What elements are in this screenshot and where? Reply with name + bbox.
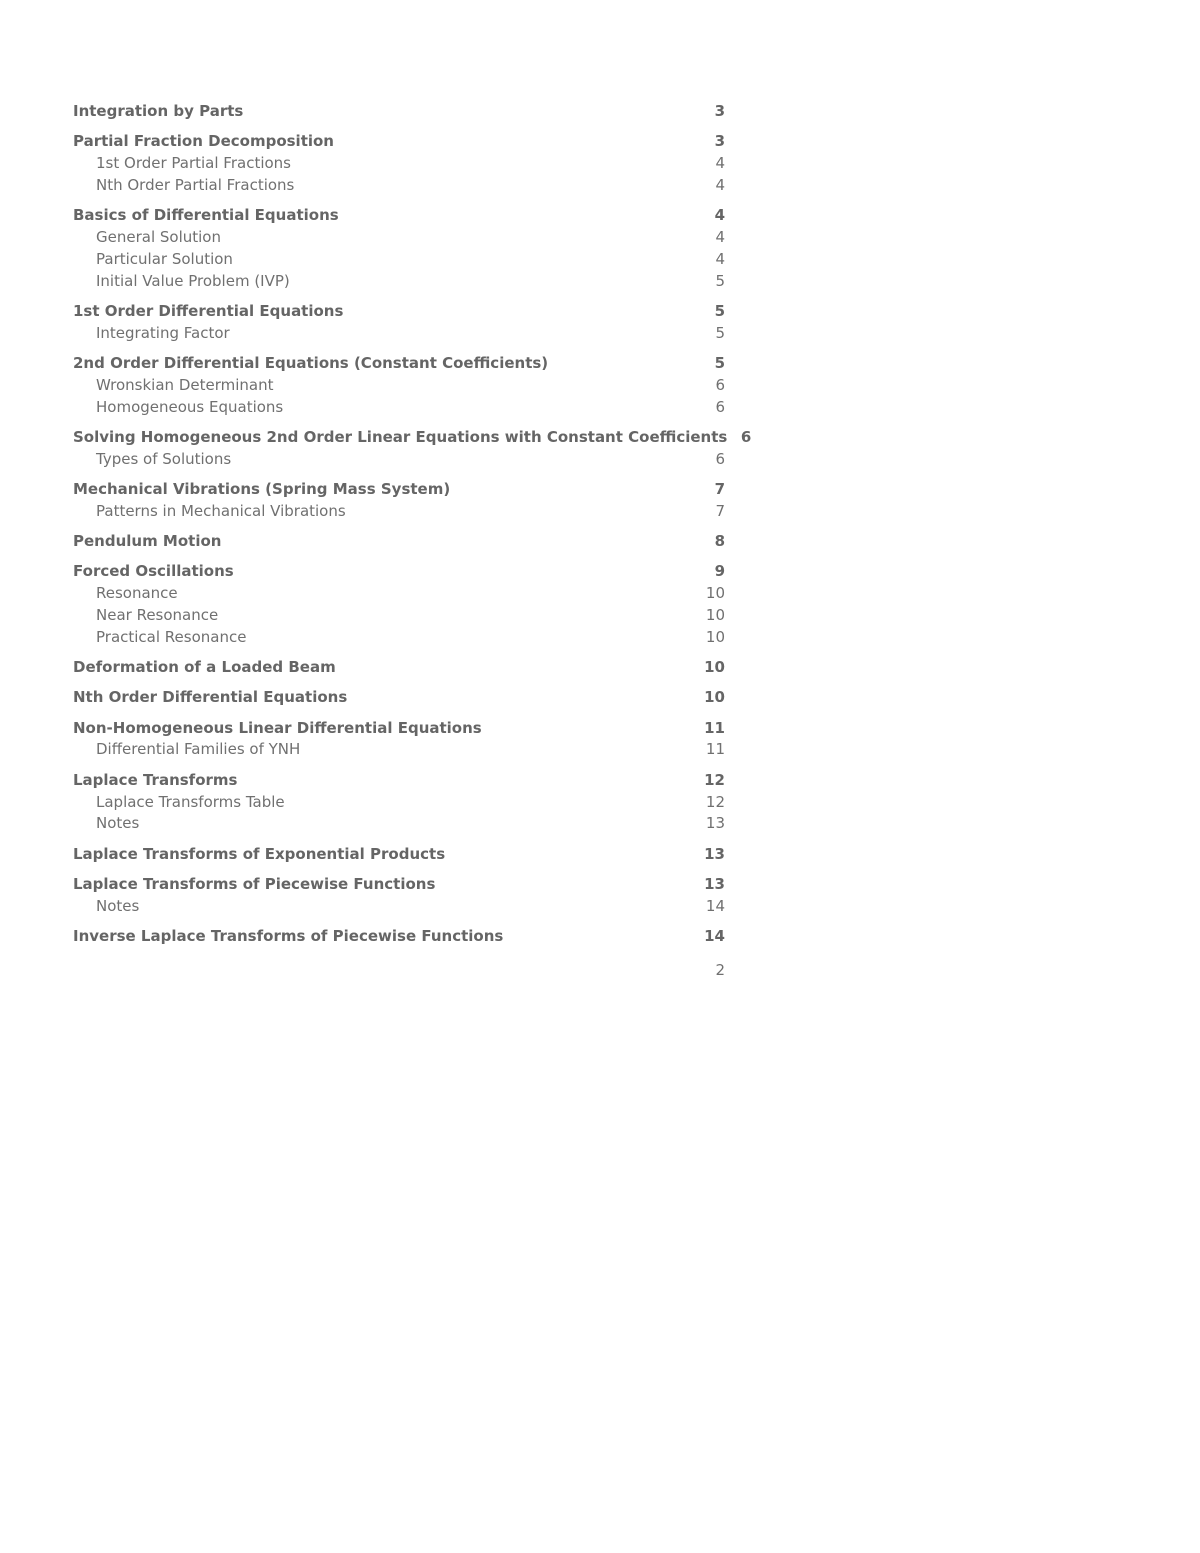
toc-entry-title: Partial Fraction Decomposition <box>73 132 334 151</box>
toc-subentry-page: 6 <box>715 449 725 468</box>
toc-subentry-page: 14 <box>705 896 725 915</box>
toc-subentry[interactable] <box>73 323 725 345</box>
toc-subentry[interactable] <box>73 813 725 835</box>
toc-subentry-page: 10 <box>705 584 725 603</box>
toc-subentry-title: Homogeneous Equations <box>96 397 284 416</box>
toc-entry-title: 1st Order Differential Equations <box>73 301 344 320</box>
toc-subentry-page: 4 <box>715 227 725 246</box>
toc-subentry-page: 11 <box>705 740 725 759</box>
toc-entry-page: 4 <box>714 206 725 225</box>
toc-subentry[interactable] <box>73 739 725 761</box>
toc-entry[interactable] <box>73 427 752 449</box>
toc-entry-title: Non-Homogeneous Linear Differential Equations <box>73 718 482 737</box>
toc-subentry-title: Differential Families of YNH <box>96 740 301 759</box>
toc-subentry-title: 1st Order Partial Fractions <box>96 154 291 173</box>
toc-subentry-page: 7 <box>715 501 725 520</box>
page-number: 2 <box>715 961 725 979</box>
toc-entry[interactable] <box>73 353 725 375</box>
toc-subentry-title: Resonance <box>96 584 178 603</box>
toc-entry-page: 12 <box>704 770 725 789</box>
toc-entry[interactable] <box>73 657 725 679</box>
toc-entry[interactable] <box>73 718 725 740</box>
toc-subentry-title: Particular Solution <box>96 249 233 268</box>
toc-subentry-page: 4 <box>715 249 725 268</box>
toc-subentry[interactable] <box>73 397 725 419</box>
toc-subentry-title: Near Resonance <box>96 605 219 624</box>
toc-subentry-title: Laplace Transforms Table <box>96 792 285 811</box>
toc-entry-title: Basics of Differential Equations <box>73 206 339 225</box>
toc-entry-page: 6 <box>740 427 752 446</box>
toc-subentry-page: 6 <box>715 375 725 394</box>
toc-entry-page: 8 <box>714 532 725 551</box>
toc-subentry[interactable] <box>73 627 725 649</box>
toc-subentry-page: 6 <box>715 397 725 416</box>
toc-subentry[interactable] <box>73 449 725 471</box>
toc-entry-page: 7 <box>714 479 725 498</box>
table-of-contents <box>73 101 752 956</box>
toc-entry[interactable] <box>73 687 725 709</box>
toc-subentry[interactable] <box>73 375 725 397</box>
toc-entry[interactable] <box>73 479 725 501</box>
toc-entry-title: Pendulum Motion <box>73 532 222 551</box>
toc-entry-page: 11 <box>704 718 725 737</box>
toc-entry-title: Laplace Transforms <box>73 770 238 789</box>
toc-entry-title: Mechanical Vibrations (Spring Mass System) <box>73 479 451 498</box>
toc-section <box>73 301 725 345</box>
toc-section <box>73 718 725 762</box>
toc-subentry[interactable] <box>73 227 725 249</box>
toc-entry[interactable] <box>73 301 725 323</box>
toc-subentry-page: 10 <box>705 605 725 624</box>
toc-entry-page: 10 <box>704 688 725 707</box>
toc-subentry-title: Types of Solutions <box>96 449 232 468</box>
toc-entry-title: Nth Order Differential Equations <box>73 688 348 707</box>
toc-subentry-page: 4 <box>715 175 725 194</box>
toc-section <box>73 770 725 835</box>
toc-entry-title: Solving Homogeneous 2nd Order Linear Equations with Constant Coefficients <box>73 427 728 446</box>
toc-entry[interactable] <box>73 770 725 792</box>
toc-subentry-page: 10 <box>705 627 725 646</box>
toc-section <box>73 657 725 679</box>
toc-entry[interactable] <box>73 205 725 227</box>
toc-section <box>73 561 725 648</box>
toc-subentry-page: 13 <box>705 814 725 833</box>
toc-entry-page: 3 <box>714 132 725 151</box>
toc-subentry-page: 5 <box>715 271 725 290</box>
toc-entry-page: 10 <box>704 658 725 677</box>
toc-entry-title: Laplace Transforms of Piecewise Functions <box>73 874 436 893</box>
toc-entry[interactable] <box>73 531 725 553</box>
toc-entry[interactable] <box>73 131 725 153</box>
toc-subentry[interactable] <box>73 153 725 175</box>
toc-section <box>73 131 725 196</box>
toc-entry-title: Forced Oscillations <box>73 562 234 581</box>
toc-section <box>73 926 725 948</box>
toc-subentry-title: Nth Order Partial Fractions <box>96 175 295 194</box>
toc-section <box>73 205 725 292</box>
toc-subentry-title: Wronskian Determinant <box>96 375 274 394</box>
toc-entry[interactable] <box>73 844 725 866</box>
toc-entry-title: Laplace Transforms of Exponential Products <box>73 844 446 863</box>
toc-subentry[interactable] <box>73 896 725 918</box>
toc-subentry-page: 12 <box>705 792 725 811</box>
toc-entry-title: Deformation of a Loaded Beam <box>73 658 336 677</box>
toc-section <box>73 427 752 471</box>
toc-entry-page: 14 <box>704 927 725 945</box>
toc-section <box>73 353 725 418</box>
toc-subentry-page: 4 <box>715 154 725 173</box>
toc-subentry-title: Notes <box>96 814 140 833</box>
toc-subentry-title: Integrating Factor <box>96 323 230 342</box>
toc-subentry-page: 5 <box>715 323 725 342</box>
toc-subentry[interactable] <box>73 605 725 627</box>
toc-section <box>73 479 725 523</box>
toc-subentry[interactable] <box>73 501 725 523</box>
toc-subentry-title: Practical Resonance <box>96 627 247 646</box>
toc-entry-page: 9 <box>714 562 725 581</box>
toc-subentry-title: Patterns in Mechanical Vibrations <box>96 501 346 520</box>
toc-entry-page: 3 <box>714 102 725 120</box>
toc-section <box>73 874 725 918</box>
toc-entry[interactable] <box>73 874 725 896</box>
toc-subentry[interactable] <box>73 271 725 293</box>
toc-section <box>73 844 725 866</box>
toc-section <box>73 101 725 123</box>
toc-subentry[interactable] <box>73 175 725 197</box>
toc-subentry[interactable] <box>73 792 725 814</box>
toc-section <box>73 687 725 709</box>
toc-entry[interactable] <box>73 101 725 123</box>
toc-entry-title: Inverse Laplace Transforms of Piecewise Functions <box>73 927 504 945</box>
toc-entry[interactable] <box>73 561 725 583</box>
toc-entry[interactable] <box>73 926 725 948</box>
toc-entry-page: 5 <box>714 301 725 320</box>
toc-entry-title: Integration by Parts <box>73 102 244 120</box>
toc-entry-page: 13 <box>704 874 725 893</box>
toc-section <box>73 531 725 553</box>
toc-entry-page: 13 <box>704 844 725 863</box>
toc-entry-page: 5 <box>714 353 725 372</box>
toc-subentry-title: Notes <box>96 896 140 915</box>
toc-entry-title: 2nd Order Differential Equations (Constant Coefficients) <box>73 353 549 372</box>
toc-subentry[interactable] <box>73 583 725 605</box>
toc-subentry[interactable] <box>73 249 725 271</box>
toc-subentry-title: Initial Value Problem (IVP) <box>96 271 290 290</box>
toc-subentry-title: General Solution <box>96 227 221 246</box>
